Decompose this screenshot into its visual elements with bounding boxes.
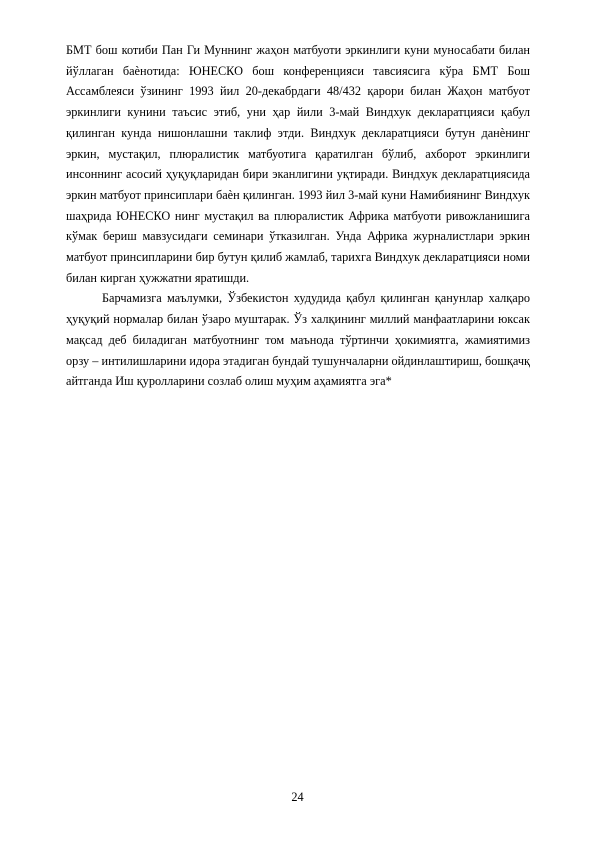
document-page [66, 40, 530, 392]
page-number: 24 [291, 790, 304, 804]
paragraph-2: Барчамизга маълумки, Ўзбекистон худудида қабул қилинган қанунлар халқаро ҳуқуқий нормалар билан ўзаро муштарак. Ўз халқининг миллий манфаатларини юксак мақсад деб биладиган матбуотнинг том маънода тўртинчи ҳокимиятга, жамиятимиз орзу – интилишларини идора этадиган бундай тушунчаларни ойдинлаштириш, бошқачқ айтганда Иш қуролларини созлаб олиш муҳим аҳамиятга эга* [66, 291, 530, 389]
paragraph-1: БМТ бош котиби Пан Ги Муннинг жаҳон матбуоти эркинлиги куни муносабати билан йўллаган баѐнотида: ЮНЕСКО бош конференцияси тавсиясига кўра БМТ Бош Ассамблеяси ўзининг 1993 йил 20-декабрдаги 48/432 қарори билан Жаҳон матбуот эркинлиги кунини таъсис этиб, уни ҳар йили 3-май Виндхук декларатцияси қабул қилинган кунда нишонлашни таклиф этди. Виндхук декларатцияси бутун данѐнинг эркин, мустақил, плюралистик матбуотига қаратилган бўлиб, ахборот эркинлиги инсоннинг асосий ҳуқуқларидан бири эканлигини уқтиради. Виндхук декларатциясида эркин матбуот принсиплари баѐн қилинган. 1993 йил 3-май куни Намибиянинг Виндхук шаҳрида ЮНЕСКО нинг мустақил ва плюралистик Африка матбуоти ривожланишига кўмак бериш мавзусидаги семинари ўтказилган. Унда Африка журналистлари эркин матбуот принсипларини бир бутун қилиб жамлаб, тарихга Виндхук декларатцияси номи билан кирган ҳужжатни яратишди. [66, 43, 530, 285]
